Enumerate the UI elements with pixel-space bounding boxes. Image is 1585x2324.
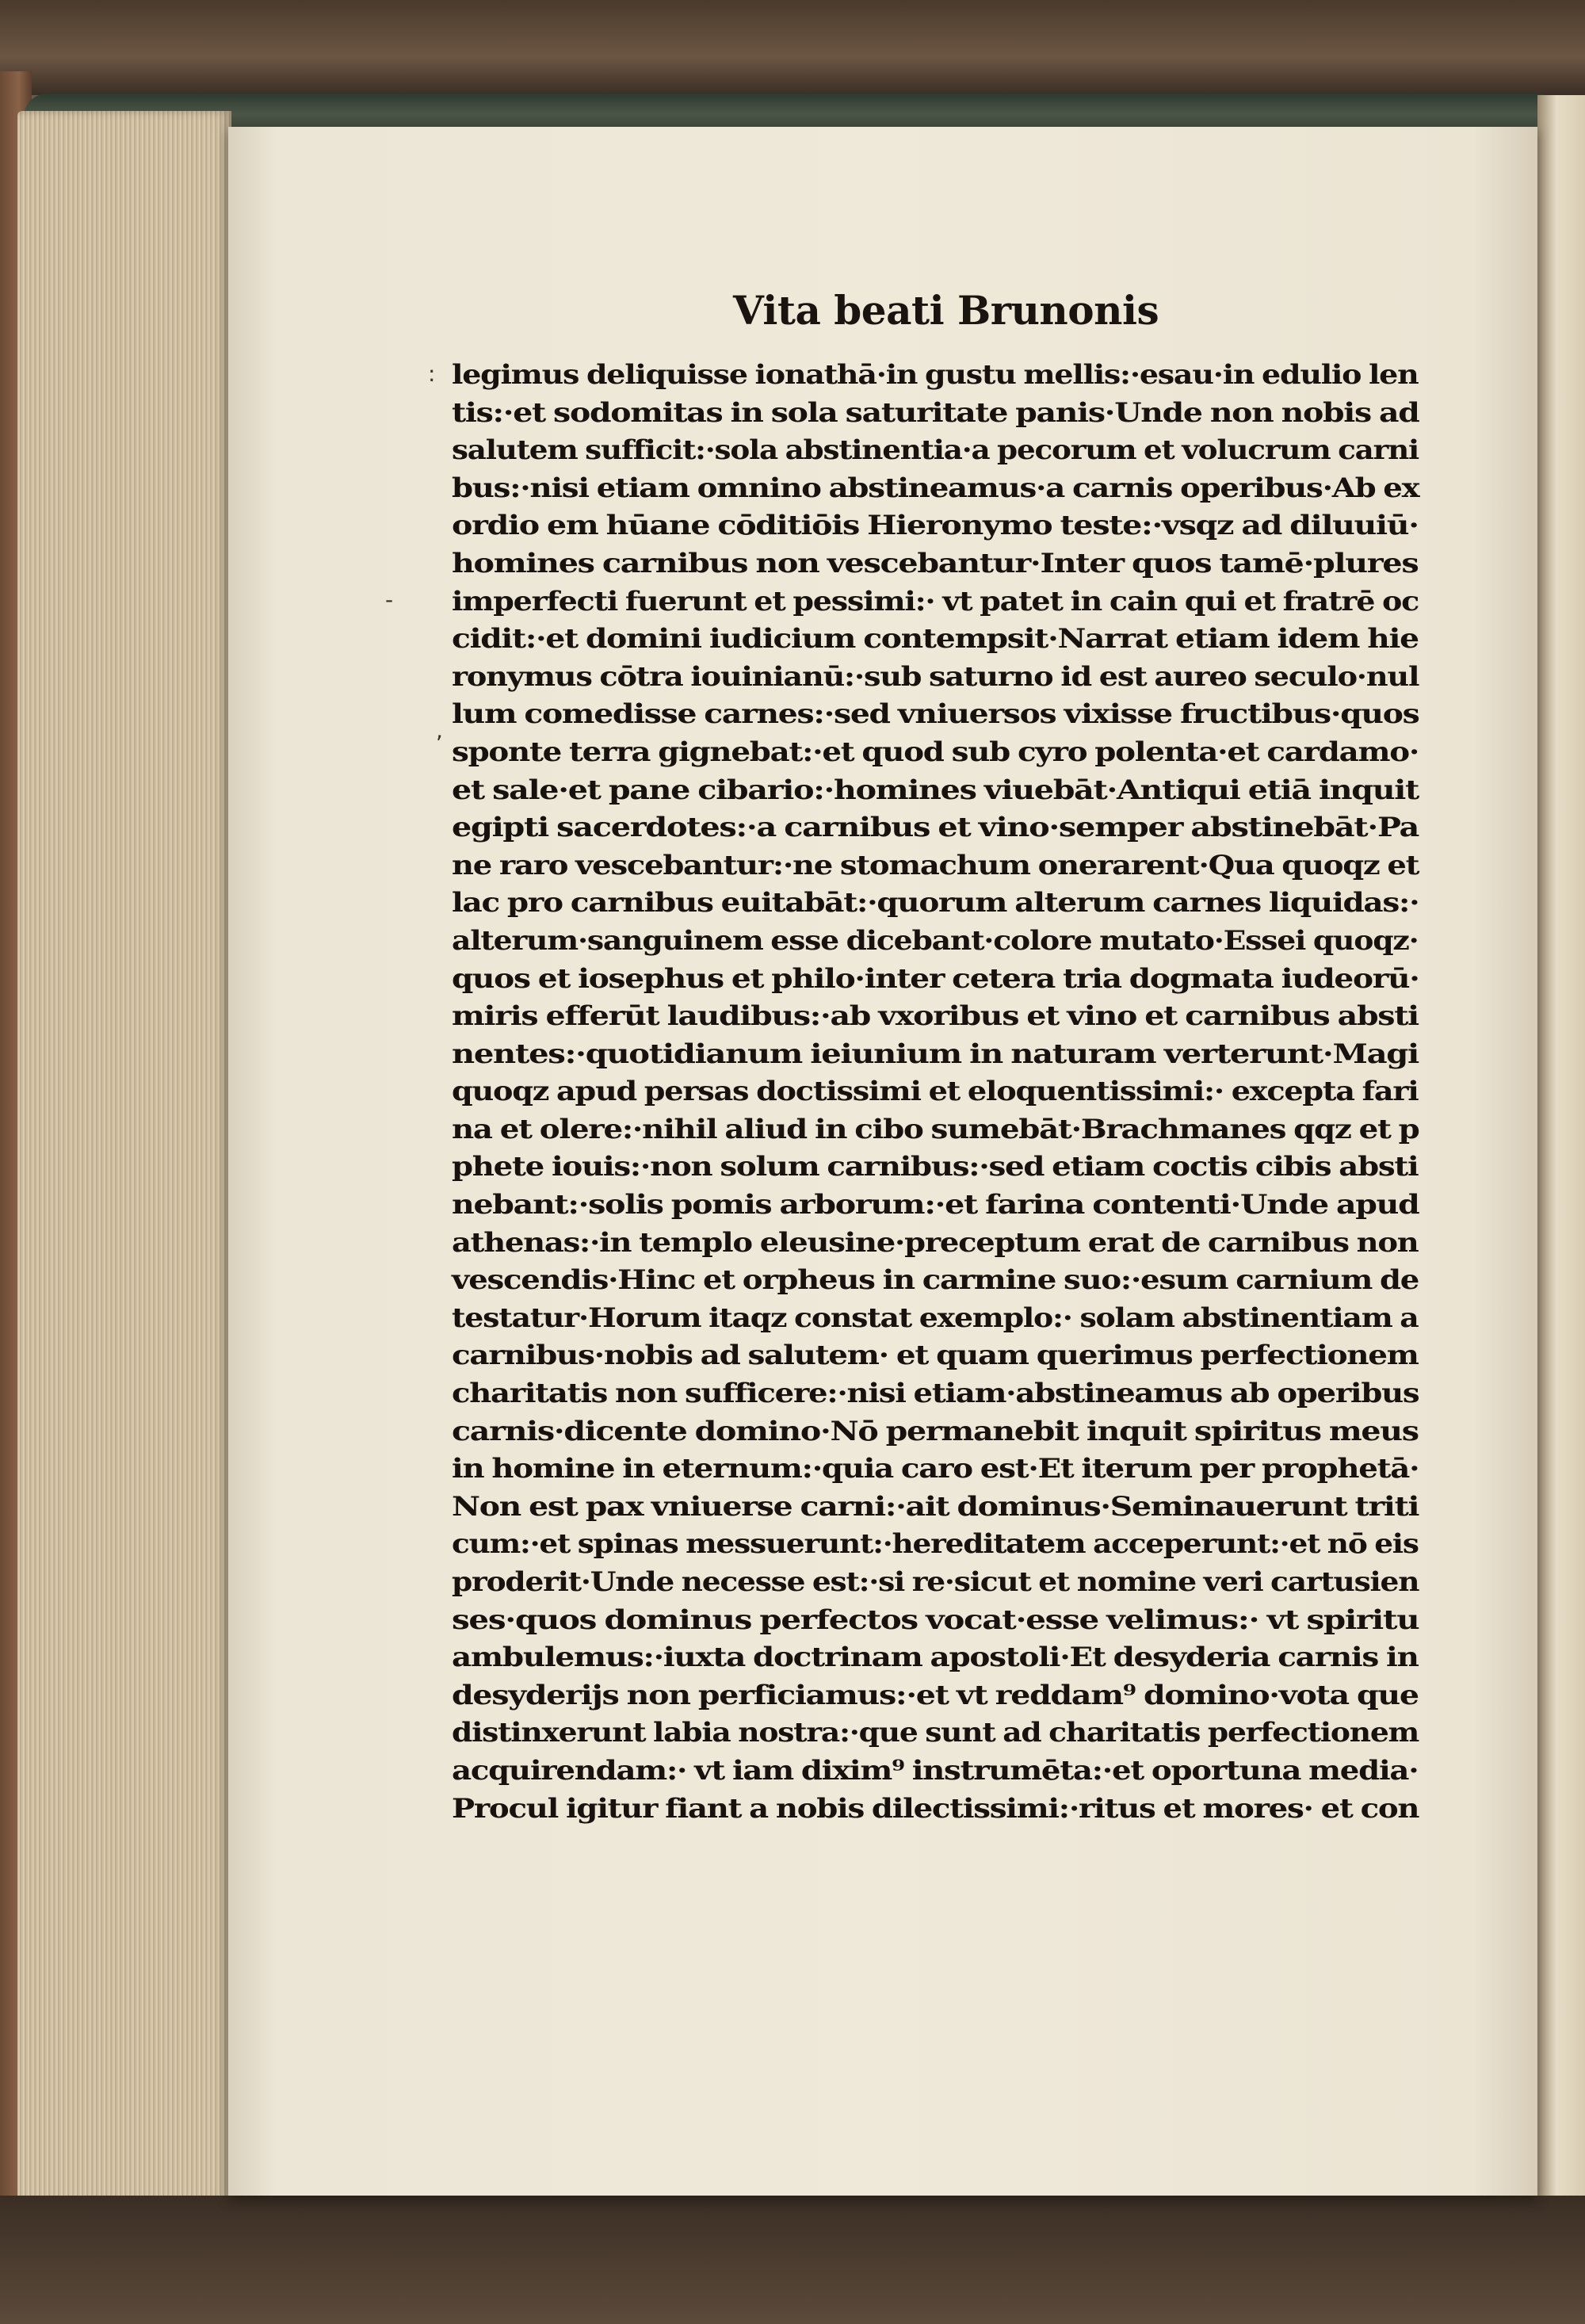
text-line: charitatis non sufficere:·nisi etiam·abstineamus ab operibus <box>452 1378 1419 1410</box>
text-line: Procul igitur fiant a nobis dilectissimi:·ritus et mores· et con <box>452 1792 1419 1825</box>
text-line: quos et iosephus et philo·inter cetera tria dogmata iudeorū· <box>452 962 1419 995</box>
text-line: homines carnibus non vescebantur·Inter quos tamē·plures <box>452 547 1419 579</box>
text-line: nentes:·quotidianum ieiunium in naturam verterunt·Magi <box>452 1038 1419 1070</box>
text-line: in homine in eternum:·quia caro est·Et iterum per prophetā· <box>452 1453 1419 1485</box>
margin-mark: - <box>385 587 394 613</box>
text-line: Non est pax vniuerse carni:·ait dominus·Seminauerunt triti <box>452 1490 1419 1523</box>
text-line: athenas:·in templo eleusine·preceptum erat de carnibus non <box>452 1226 1419 1259</box>
text-line: bus:·nisi etiam omnino abstineamus·a carnis operibus·Ab ex <box>452 472 1419 504</box>
text-block <box>452 357 1419 1828</box>
text-line: ses·quos dominus perfectos vocat·esse velimus:· vt spiritu <box>452 1603 1419 1636</box>
text-line: phete iouis:·non solum carnibus:·sed etiam coctis cibis absti <box>452 1151 1419 1183</box>
margin-mark: , <box>436 717 443 743</box>
text-line: proderit·Unde necesse est:·si re·sicut et nomine veri cartusien <box>452 1566 1419 1598</box>
text-line: imperfecti fuerunt et pessimi:· vt patet in cain qui et fratrē oc <box>452 585 1419 617</box>
text-line: legimus deliquisse ionathā·in gustu mellis:·esau·in edulio len <box>452 359 1419 391</box>
text-line: cum:·et spinas messuerunt:·hereditatem acceperunt:·et nō eis <box>452 1528 1419 1561</box>
text-line: ronymus cōtra iouinianū:·sub saturno id est aureo seculo·nul <box>452 660 1419 693</box>
book-bottom <box>0 2196 1585 2324</box>
text-line: acquirendam:· vt iam dixim⁹ instrumēta:·et oportuna media· <box>452 1754 1419 1787</box>
text-line: miris efferūt laudibus:·ab vxoribus et vino et carnibus absti <box>452 1000 1419 1033</box>
text-line: ne raro vescebantur:·ne stomachum onerarent·Qua quoqz et <box>452 849 1419 881</box>
text-line: lac pro carnibus euitabāt:·quorum alterum carnes liquidas:· <box>452 887 1419 919</box>
text-line: sponte terra gignebat:·et quod sub cyro polenta·et cardamo· <box>452 736 1419 768</box>
text-line: distinxerunt labia nostra:·que sunt ad charitatis perfectionem <box>452 1717 1419 1749</box>
page-fore-edge <box>17 111 231 2204</box>
text-line: tis:·et sodomitas in sola saturitate panis·Unde non nobis ad <box>452 396 1419 429</box>
text-line: carnibus·nobis ad salutem· et quam querimus perfectionem <box>452 1340 1419 1372</box>
text-line: testatur·Horum itaqz constat exemplo:· solam abstinentiam a <box>452 1302 1419 1334</box>
text-line: desyderijs non perficiamus:·et vt reddam⁹ domino·vota que <box>452 1679 1419 1711</box>
text-line: carnis·dicente domino·Nō permanebit inquit spiritus meus <box>452 1415 1419 1447</box>
text-line: salutem sufficit:·sola abstinentia·a pecorum et volucrum carni <box>452 434 1419 467</box>
margin-mark: : <box>428 361 436 387</box>
text-line: cidit:·et domini iudicium contempsit·Narrat etiam idem hie <box>452 623 1419 656</box>
text-line: lum comedisse carnes:·sed vniuersos vixisse fructibus·quos <box>452 698 1419 731</box>
text-line: et sale·et pane cibario:·homines viuebāt·Antiqui etiā inquit <box>452 774 1419 806</box>
running-head: Vita beati Brunonis <box>733 287 1159 334</box>
text-line: egipti sacerdotes:·a carnibus et vino·semper abstinebāt·Pa <box>452 812 1419 844</box>
text-line: alterum·sanguinem esse dicebant·colore mutato·Essei quoqz· <box>452 924 1419 957</box>
text-line: quoqz apud persas doctissimi et eloquentissimi:· excepta fari <box>452 1076 1419 1108</box>
text-line: ambulemus:·iuxta doctrinam apostoli·Et desyderia carnis in <box>452 1642 1419 1674</box>
book-cover-top <box>0 0 1585 95</box>
text-line: na et olere:·nihil aliud in cibo sumebāt·Brachmanes qqz et p <box>452 1113 1419 1145</box>
text-line: ordio em hūane cōditiōis Hieronymo teste:·vsqz ad diluuiū· <box>452 510 1419 542</box>
text-line: nebant:·solis pomis arborum:·et farina contenti·Unde apud <box>452 1189 1419 1221</box>
text-line: vescendis·Hinc et orpheus in carmine suo:·esum carnium de <box>452 1264 1419 1297</box>
